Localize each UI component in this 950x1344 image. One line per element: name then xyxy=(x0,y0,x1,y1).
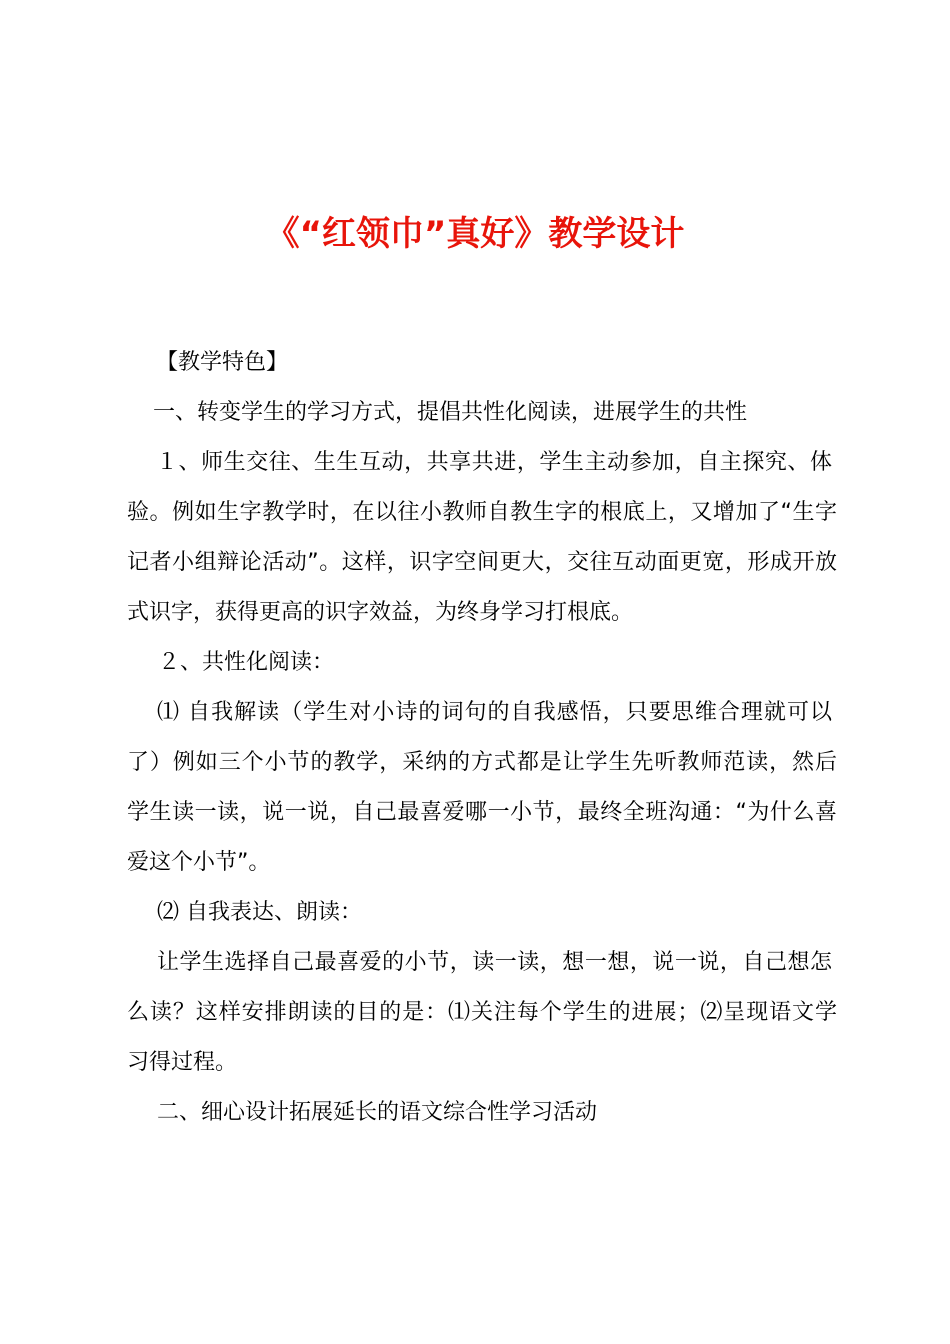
section-heading-two: 二、细心设计拓展延长的语文综合性学习活动 xyxy=(157,1100,598,1125)
paragraph-line: 了）例如三个小节的教学，采纳的方式都是让学生先听教师范读，然后 xyxy=(127,750,837,775)
section-heading-teaching-features: 【教学特色】 xyxy=(156,350,289,375)
paragraph-line: 验。例如生字教学时，在以往小教师自教生字的根底上，又增加了“生字 xyxy=(127,500,837,525)
subheading-self-expression: ⑵ 自我表达、朗读： xyxy=(157,900,362,925)
paragraph-line: 么读？这样安排朗读的目的是：⑴关注每个学生的进展；⑵呈现语文学 xyxy=(127,1000,837,1025)
paragraph-line: 学生读一读，说一说，自己最喜爱哪一小节，最终全班沟通：“为什么喜 xyxy=(127,800,837,825)
paragraph-line: 让学生选择自己最喜爱的小节，读一读，想一想，说一说，自己想怎 xyxy=(157,950,832,975)
paragraph-line: 记者小组辩论活动”。这样，识字空间更大，交往互动面更宽，形成开放 xyxy=(127,550,837,575)
paragraph-line: 式识字，获得更高的识字效益，为终身学习打根底。 xyxy=(127,600,634,625)
paragraph-line: ⑴ 自我解读（学生对小诗的词句的自我感悟，只要思维合理就可以 xyxy=(157,700,832,725)
paragraph-line: 爱这个小节”。 xyxy=(127,850,271,875)
paragraph-line: １、师生交往、生生互动，共享共进，学生主动参加，自主探究、体 xyxy=(156,450,832,475)
paragraph-line: 习得过程。 xyxy=(127,1050,238,1075)
subheading-personalized-reading: ２、共性化阅读： xyxy=(158,650,335,675)
section-heading-one: 一、转变学生的学习方式，提倡共性化阅读，进展学生的共性 xyxy=(153,400,748,425)
document-title: 《“红领巾”真好》教学设计 xyxy=(265,214,685,254)
